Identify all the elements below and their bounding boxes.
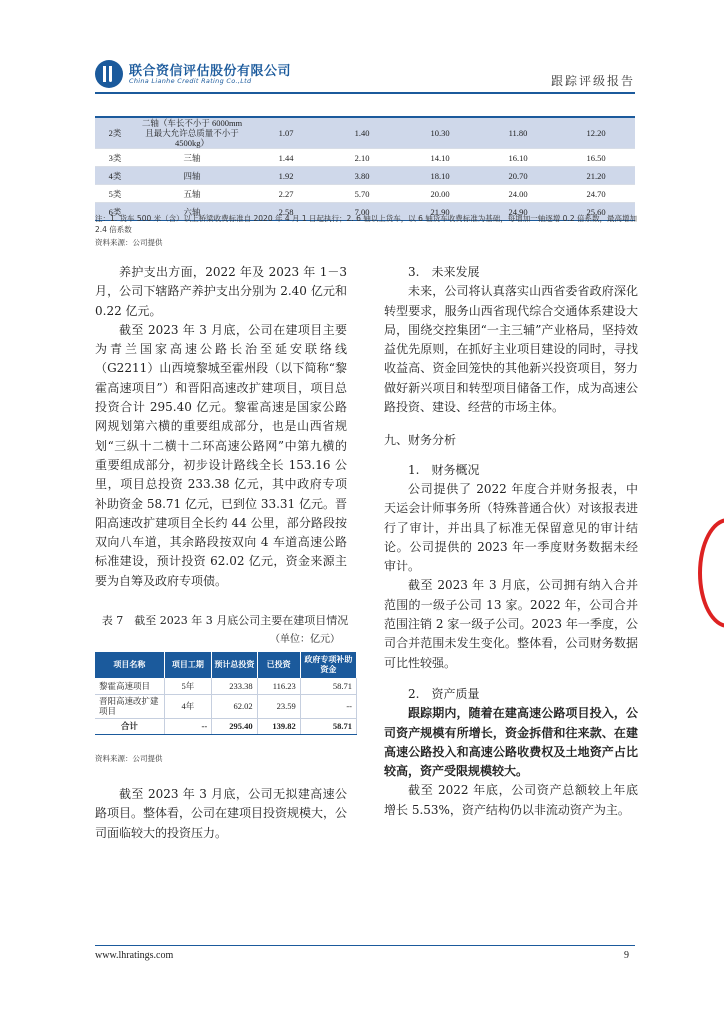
table-cell: 7.00 [323,203,401,221]
table7-unit: （单位：亿元） [270,634,340,645]
toll-rate-table [95,118,635,221]
toll-table-source: 资料来源：公司提供 [95,238,163,247]
page-number: 9 [624,950,629,961]
company-logo-icon [95,60,123,88]
table-cell: 1.92 [249,167,323,185]
future-development-heading: 3. 未来发展 [408,265,480,279]
table-cell: 5.70 [323,185,401,203]
company-name-en: China Lianhe Credit Rating Co.,Ltd [129,77,252,85]
maintenance-paragraph: 养护支出方面，2022 年及 2023 年 1－3 月，公司下辖路产养护支出分别为 2.40 亿元和 0.22 亿元。 [95,265,347,318]
table-header-row [95,652,357,678]
projects-paragraph: 截至 2023 年 3 月底，公司在建项目主要为青兰国家高速公路长治至延安联络线（G2211）山西境黎城至霍州段（以下简称“黎霍高速项目”）和晋阳高速改扩建项目，项目总投资合计 295.40 亿元。黎霍高速是国家公路网规划第六横的重要组成部分，也是山西省规划“三纵十二横十二环高速公路网”中第九横的重要组成部分，初步设计路线全长 153.16 公里，项目总投资 233.38 亿元，其中政府专项补助资金 58.71 亿元，已到位 33.31 亿元。晋阳高速改扩建项目全长约 44 公里，部分路段按双向八车道，其余路段按双向 4 车道高速公路标准建设，预计投资 62.02 亿元，资金来源主要为自筹及政府专项债。 [95,322,347,588]
table-cell: 晋阳高速改扩建项目 [95,694,164,718]
table-cell: 6类 [95,203,135,221]
seal-stamp [698,518,724,628]
asset-quality-heading: 2. 资产质量 [408,686,480,701]
table-cell: 二轴（车长不小于 6000mm 且最大允许总质量不小于 4500kg） [135,118,249,149]
table-cell: 58.71 [300,718,356,734]
report-type-label: 跟踪评级报告 [550,74,635,88]
table-cell: 62.02 [212,694,257,718]
table-cell: 24.70 [557,185,635,203]
table-cell: 三轴 [135,149,249,167]
table-cell: 20.70 [479,167,557,185]
table-cell: 116.23 [257,678,300,694]
asset-growth-paragraph: 截至 2022 年底，公司资产总额较上年底增长 5.53%，资产结构仍以非流动资产为主。 [384,783,638,817]
table-cell: 1.44 [249,149,323,167]
table-cell: 18.10 [401,167,479,185]
financial-overview-heading: 1. 财务概况 [408,462,480,477]
table-header: 项目名称 [95,652,164,678]
table-cell: 11.80 [479,118,557,149]
table-cell: 2类 [95,118,135,149]
table-cell: 黎霍高速项目 [95,678,164,694]
table-cell: 2.58 [249,203,323,221]
table-cell: 六轴 [135,203,249,221]
asset-quality-summary: 跟踪期内，随着在建高速公路项目投入，公司资产规模有所增长，资金拆借和往来款、在建高速公路投入和高速公路收费权及土地资产占比较高，资产受限规模较大。 [384,706,638,779]
table-row [95,185,635,203]
table7-title: 表 7 截至 2023 年 3 月底公司主要在建项目情况 [101,614,349,627]
left-column [95,263,347,591]
table-cell: 20.00 [401,185,479,203]
table-cell: 139.82 [257,718,300,734]
table-cell: 21.90 [401,203,479,221]
financial-overview-paragraph: 公司提供了 2022 年度合并财务报表，中天运会计师事务所（特殊普通合伙）对该报表进行了审计，并出具了标准无保留意见的审计结论。公司提供的 2023 年一季度财务数据未经审计。 [384,481,638,574]
table-cell: 4类 [95,167,135,185]
table-cell: 16.50 [557,149,635,167]
table-total-row [95,718,357,734]
footer-divider [95,945,635,946]
table-cell: 3.80 [323,167,401,185]
table-cell: 5年 [164,678,212,694]
table-cell: 58.71 [300,678,356,694]
table-cell: 5类 [95,185,135,203]
company-name-cn: 联合资信评估股份有限公司 [129,64,292,79]
table-cell: 五轴 [135,185,249,203]
projects-table-source: 资料来源：公司提供 [95,754,163,763]
table-cell: 1.40 [323,118,401,149]
table-row [95,694,357,718]
future-development-paragraph: 未来，公司将认真落实山西省委省政府深化转型要求，服务山西省现代综合交通体系建设大局，围绕交控集团“一主三辅”产业格局，坚持效益优先原则，在抓好主业项目建设的同时，寻找收益高、资金回笼快的其他新兴投资项目，努力做好新兴项目和转型项目储备工作，成为高速公路投资、建设、经营的市场主体。 [384,284,638,415]
footer-website: www.lhratings.com [95,950,174,961]
table-cell: 合计 [95,718,164,734]
table-row [95,149,635,167]
table-cell: 4年 [164,694,212,718]
table-cell: 10.30 [401,118,479,149]
table-cell: 2.10 [323,149,401,167]
header-divider [95,92,635,94]
table-cell: 24.00 [479,185,557,203]
table-cell: 12.20 [557,118,635,149]
table-row [95,167,635,185]
projects-table [95,652,357,735]
left-column-bottom [95,785,347,843]
table-cell: 295.40 [212,718,257,734]
table-cell: 1.07 [249,118,323,149]
table-cell: 14.10 [401,149,479,167]
right-column [384,263,638,820]
table-header: 项目工期 [164,652,212,678]
table-cell: 23.59 [257,694,300,718]
table-cell: 2.27 [249,185,323,203]
table-cell: 3类 [95,149,135,167]
no-planned-projects-paragraph: 截至 2023 年 3 月底，公司无拟建高速公路项目。整体看，公司在建项目投资规模大，公司面临较大的投资压力。 [95,787,348,840]
table-cell: -- [164,718,212,734]
table-header: 政府专项补助资金 [300,652,356,678]
table-row [95,678,357,694]
table-cell: 21.20 [557,167,635,185]
table-cell: 四轴 [135,167,249,185]
page-header [95,58,635,94]
financial-analysis-heading: 九、财务分析 [384,433,457,448]
table-cell: 233.38 [212,678,257,694]
table-header: 已投资 [257,652,300,678]
table-cell: 16.10 [479,149,557,167]
table-cell: 25.60 [557,203,635,221]
table-cell: 24.90 [479,203,557,221]
table-cell: -- [300,694,356,718]
table-row [95,118,635,149]
toll-table-note: 注：1. 货车 500 米（含）以上桥梁收费标准自 2020 年 4 月 1 日起执行；2. 6 轴以上货车，以 6 轴货车收费标准为基础，每增加一轴逐增 0.2 倍系数，最高增加 2.4 倍系数 [95,214,637,234]
table-header: 预计总投资 [212,652,257,678]
consolidation-paragraph: 截至 2023 年 3 月底，公司拥有纳入合并范围的一级子公司 13 家。2022 年，公司合并范围注销 2 家一级子公司。2023 年一季度，公司合并范围未发生变化。整体看，公司财务数据可比性较强。 [384,578,638,670]
